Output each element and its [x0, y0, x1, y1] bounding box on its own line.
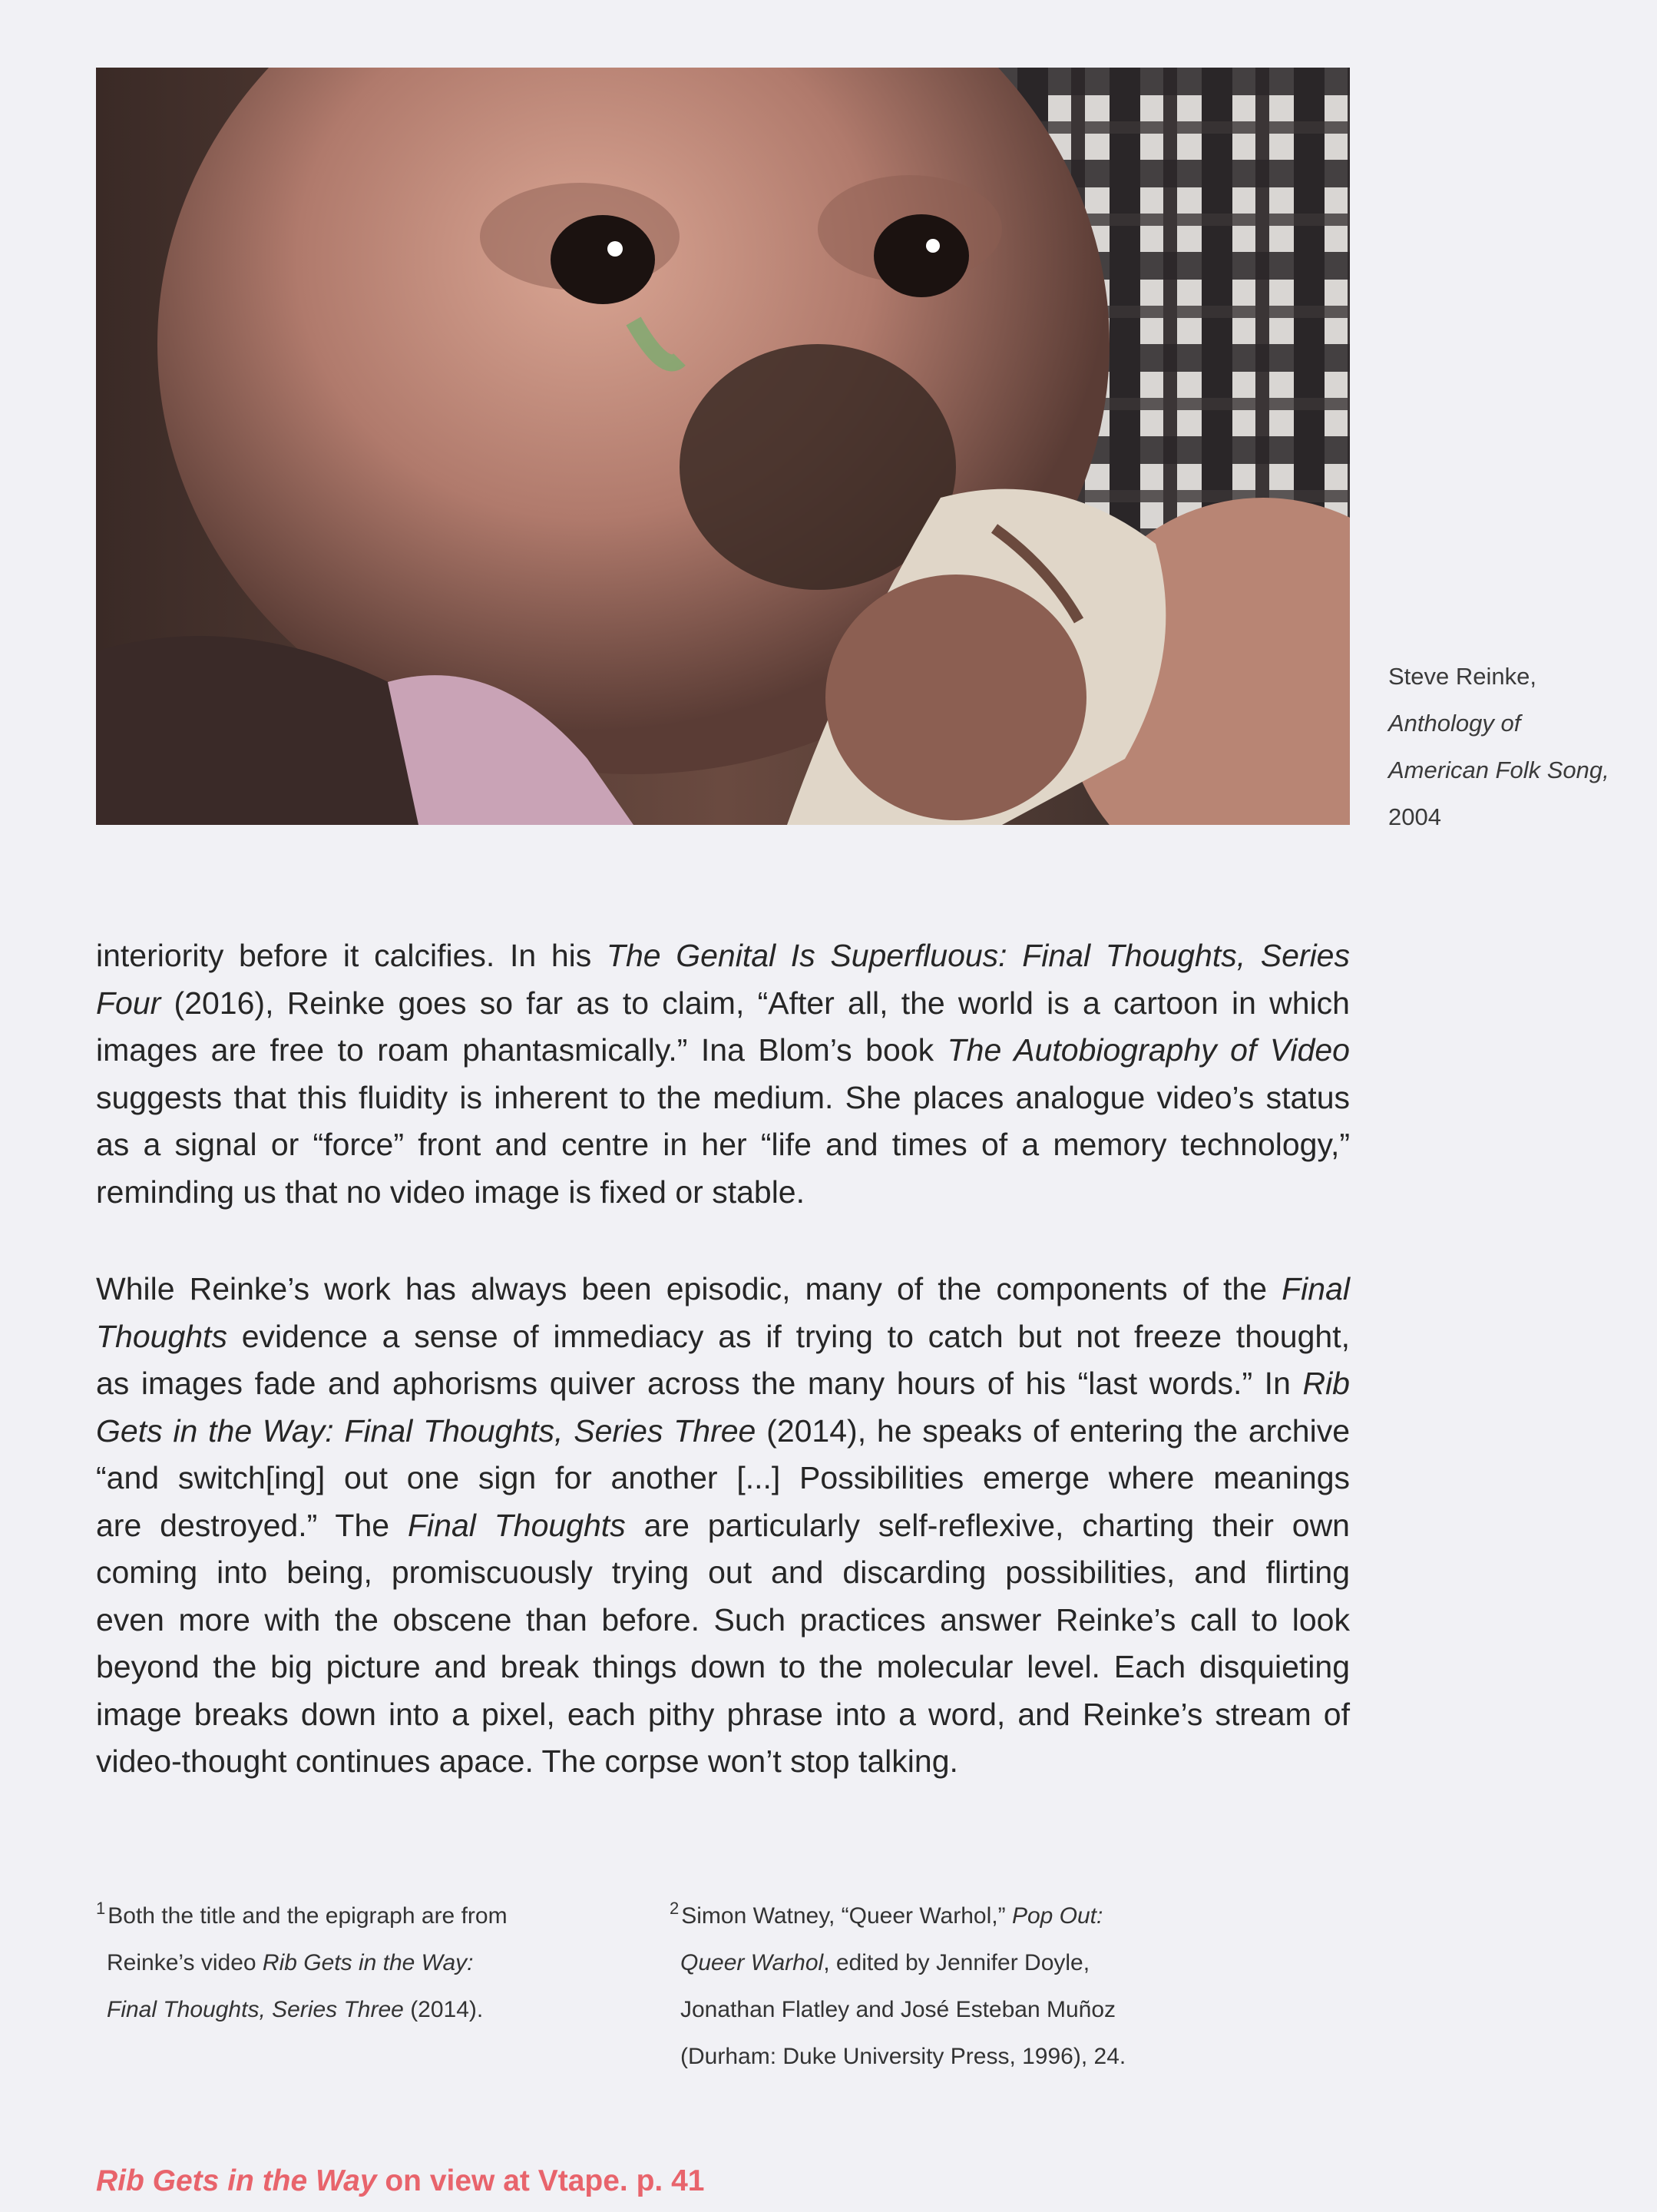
- body-paragraph-1: [96, 932, 1350, 1216]
- paragraph-line: reminding us that no video image is fixed or stable.: [96, 1174, 805, 1210]
- caption-artist: Steve Reinke,: [1388, 663, 1536, 690]
- paragraph-line: Gets in the Way: Final Thoughts, Series Three (2014), he speaks of entering the archive: [96, 1412, 1350, 1449]
- paragraph-line: coming into being, promiscuously trying out and discarding possibilities, and flirting: [96, 1555, 1350, 1590]
- paragraph-line: beyond the big picture and break things down to the molecular level. Each disquieting: [96, 1649, 1350, 1684]
- footnote-line: Reinke’s video Rib Gets in the Way:: [107, 1950, 474, 1975]
- paragraph-line: as images fade and aphorisms quiver across the many hours of his “last words.” In Rib: [96, 1366, 1350, 1401]
- footnote-2: [670, 1885, 1207, 2080]
- footnote-mark: 2: [670, 1899, 680, 1918]
- paragraph-line: Four (2016), Reinke goes so far as to claim, “After all, the world is a cartoon in which: [96, 985, 1350, 1021]
- video-still-image: [96, 68, 1350, 825]
- footnote-line: Final Thoughts, Series Three (2014).: [107, 1997, 484, 2022]
- paragraph-line: Thoughts evidence a sense of immediacy as if trying to catch but not freeze thought,: [96, 1318, 1350, 1354]
- footnote-line: Queer Warhol, edited by Jennifer Doyle,: [680, 1950, 1090, 1975]
- footnote-line: $^2$ Simon Watney, “Queer Warhol,” Pop Out:: [670, 1899, 1103, 1929]
- paragraph-line: video-thought continues apace. The corpse won’t stop talking.: [96, 1743, 958, 1779]
- paragraph-line: even more with the obscene than before. Such practices answer Reinke’s call to look: [96, 1601, 1350, 1637]
- paragraph-line: suggests that this fluidity is inherent to the medium. She places analogue video’s status: [96, 1079, 1350, 1115]
- footnote-line: Jonathan Flatley and José Esteban Muñoz: [680, 1997, 1116, 2022]
- paragraph-line: images are free to roam phantasmically.” Ina Blom’s book The Autobiography of Video: [96, 1032, 1350, 1068]
- paragraph-line: image breaks down into a pixel, each pithy phrase into a word, and Reinke’s stream of: [96, 1696, 1350, 1732]
- paragraph-line: are destroyed.” The Final Thoughts are particularly self-reflexive, charting their own: [96, 1507, 1350, 1543]
- caption-year: 2004: [1388, 803, 1441, 830]
- paragraph-line: interiority before it calcifies. In his The Genital Is Superfluous: Final Thoughts, Series: [96, 938, 1350, 973]
- footnote-line: $^1$ Both the title and the epigraph are from: [96, 1899, 508, 1929]
- caption-title-line2: American Folk Song,: [1388, 757, 1609, 783]
- footnote-line: (Durham: Duke University Press, 1996), 24.: [680, 2044, 1126, 2069]
- footnote-mark: 1: [96, 1899, 106, 1918]
- figure-caption: [1388, 653, 1634, 840]
- footer-location: on view at Vtape. p. 41: [376, 2164, 705, 2197]
- footnote-1: [96, 1885, 587, 2033]
- footer-title: Rib Gets in the Way: [96, 2164, 377, 2197]
- footer-notice: [96, 2164, 704, 2198]
- caption-title-line1: Anthology of: [1388, 710, 1521, 737]
- paragraph-line: While Reinke’s work has always been episodic, many of the components of the Final: [96, 1271, 1350, 1306]
- paragraph-line: as a signal or “force” front and centre in her “life and times of a memory technology,”: [96, 1127, 1350, 1162]
- body-paragraph-2: [96, 1266, 1350, 1786]
- paragraph-line: “and switch[ing] out one sign for another [...] Possibilities emerge where meanings: [96, 1460, 1350, 1495]
- video-still-illustration: [96, 68, 1350, 825]
